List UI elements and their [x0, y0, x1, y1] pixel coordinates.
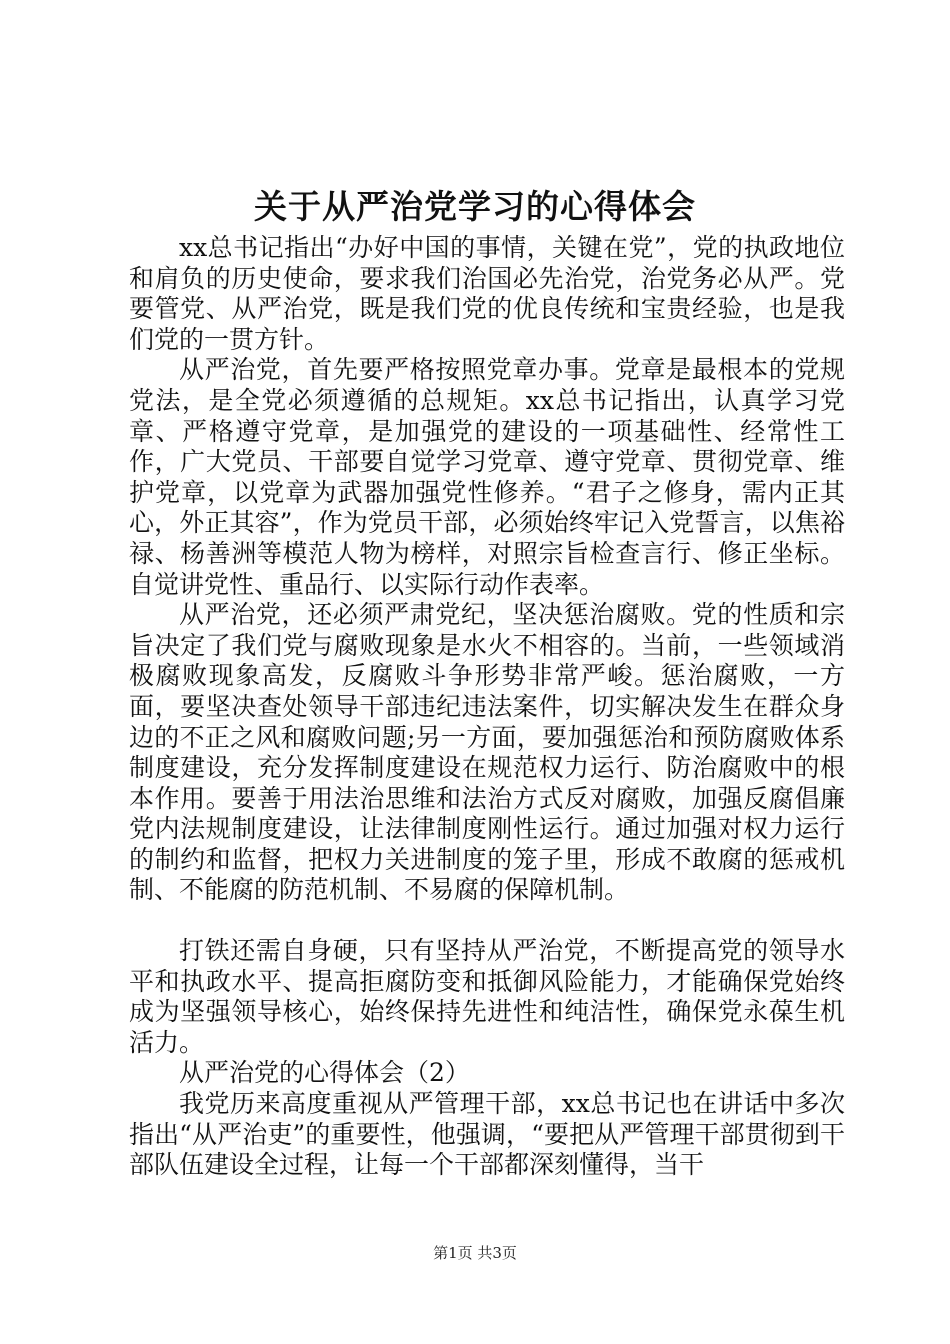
paragraph-gap [129, 906, 845, 936]
paragraph-intro: xx总书记指出“办好中国的事情，关键在党”，党的执政地位和肩负的历史使命，要求我们治国必先治党，治党务必从严。党要管党、从严治党，既是我们党的优良传统和宝贵经验，也是我们党的一贯方针。 [129, 233, 845, 354]
paragraph-anti-corruption: 从严治党，还必须严肃党纪，坚决惩治腐败。党的性质和宗旨决定了我们党与腐败现象是水火不相容的。当前，一些领域消极腐败现象高发，反腐败斗争形势非常严峻。惩治腐败，一方面，要坚决查处领导干部违纪违法案件，切实解决发生在群众身边的不正之风和腐败问题;另一方面，要加强惩治和预防腐败体系制度建设，充分发挥制度建设在规范权力运行、防治腐败中的根本作用。要善于用法治思维和法治方式反对腐败，加强反腐倡廉党内法规制度建设，让法律制度刚性运行。通过加强对权力运行的制约和监督，把权力关进制度的笼子里，形成不敢腐的惩戒机制、不能腐的防范机制、不易腐的保障机制。 [129, 600, 845, 905]
paragraph-cadre-management: 我党历来高度重视从严管理干部，xx总书记也在讲话中多次指出“从严治吏”的重要性，他强调，“要把从严管理干部贯彻到干部队伍建设全过程，让每一个干部都深刻懂得，当干 [129, 1089, 845, 1180]
document-body [129, 233, 845, 1181]
section-heading-part-2: 从严治党的心得体会（2） [179, 1058, 470, 1088]
page-number-footer: 第1页 共3页 [433, 1244, 517, 1262]
paragraph-conclusion: 打铁还需自身硬，只有坚持从严治党，不断提高党的领导水平和执政水平、提高拒腐防变和抵御风险能力，才能确保党始终成为坚强领导核心，始终保持先进性和纯洁性，确保党永葆生机活力。 [129, 936, 845, 1057]
document-title: 关于从严治党学习的心得体会 [254, 187, 696, 226]
paragraph-party-constitution: 从严治党，首先要严格按照党章办事。党章是最根本的党规党法，是全党必须遵循的总规矩。xx总书记指出，认真学习党章、严格遵守党章，是加强党的建设的一项基础性、经常性工作，广大党员、干部要自觉学习党章、遵守党章、贯彻党章、维护党章，以党章为武器加强党性修养。“君子之修身，需内正其心，外正其容”，作为党员干部，必须始终牢记入党誓言，以焦裕禄、杨善洲等模范人物为榜样，对照宗旨检查言行、修正坐标。自觉讲党性、重品行、以实际行动作表率。 [129, 355, 845, 599]
